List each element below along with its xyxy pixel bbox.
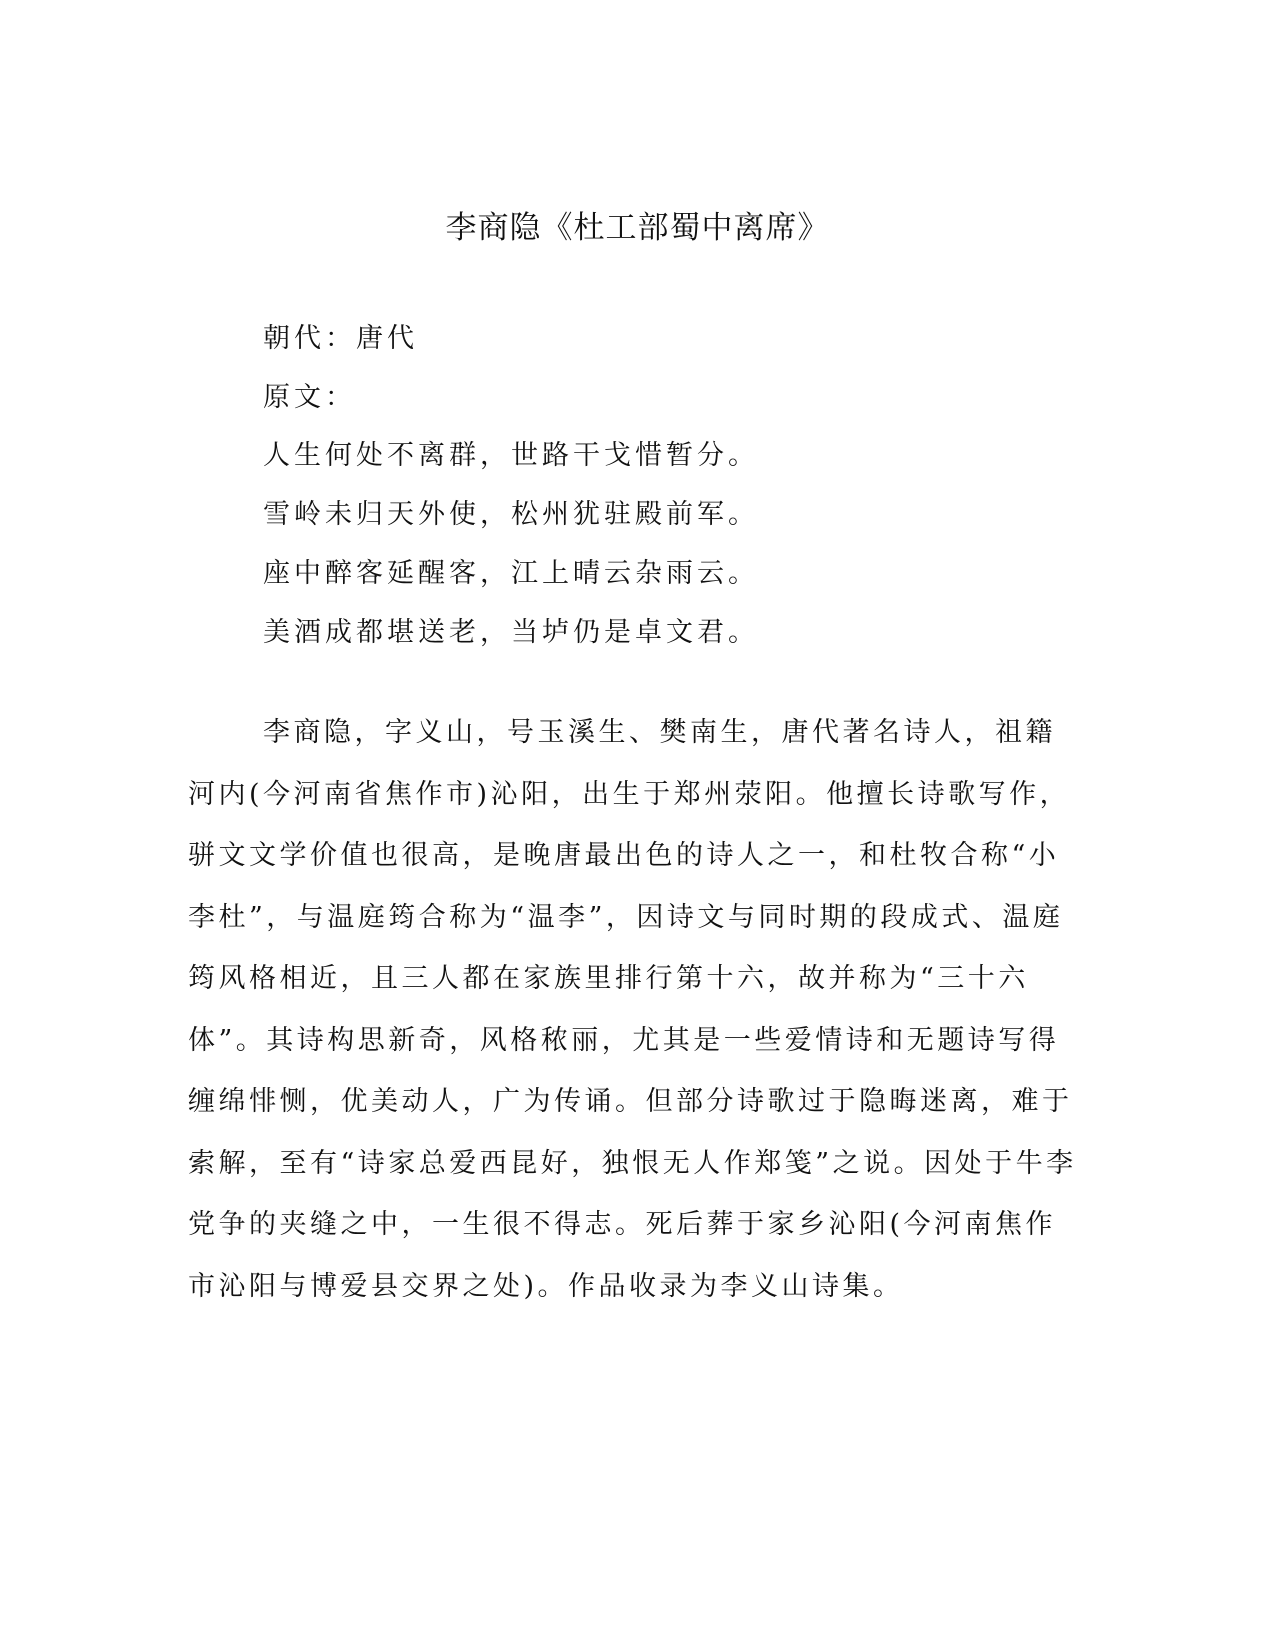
poem-line-2: 雪岭未归天外使，松州犹驻殿前军。	[263, 499, 759, 530]
dynasty-line: 朝代：唐代	[263, 323, 418, 354]
poem-line-4: 美酒成都堪送老，当垆仍是卓文君。	[263, 617, 759, 648]
biography-paragraph: 李商隐，字义山，号玉溪生、樊南生，唐代著名诗人，祖籍河内(今河南省焦作市)沁阳，出生于郑州荥阳。他擅长诗歌写作，骈文文学价值也很高，是晚唐最出色的诗人之一，和杜牧合称“小李杜”，与温庭筠合称为“温李”，因诗文与同时期的段成式、温庭筠风格相近，且三人都在家族里排行第十六，故并称为“三十六体”。其诗构思新奇，风格秾丽，尤其是一些爱情诗和无题诗写得缠绵悱恻，优美动人，广为传诵。但部分诗歌过于隐晦迷离，难于索解，至有“诗家总爱西昆好，独恨无人作郑笺”之说。因处于牛李党争的夹缝之中，一生很不得志。死后葬于家乡沁阳(今河南焦作市沁阳与博爱县交界之处)。作品收录为李义山诗集。	[188, 717, 1077, 1302]
document-title: 李商隐《杜工部蜀中离席》	[445, 210, 830, 246]
poem-line-1: 人生何处不离群，世路干戈惜暂分。	[263, 440, 759, 471]
poem-line-3: 座中醉客延醒客，江上晴云杂雨云。	[263, 558, 759, 589]
original-label: 原文：	[263, 382, 356, 413]
